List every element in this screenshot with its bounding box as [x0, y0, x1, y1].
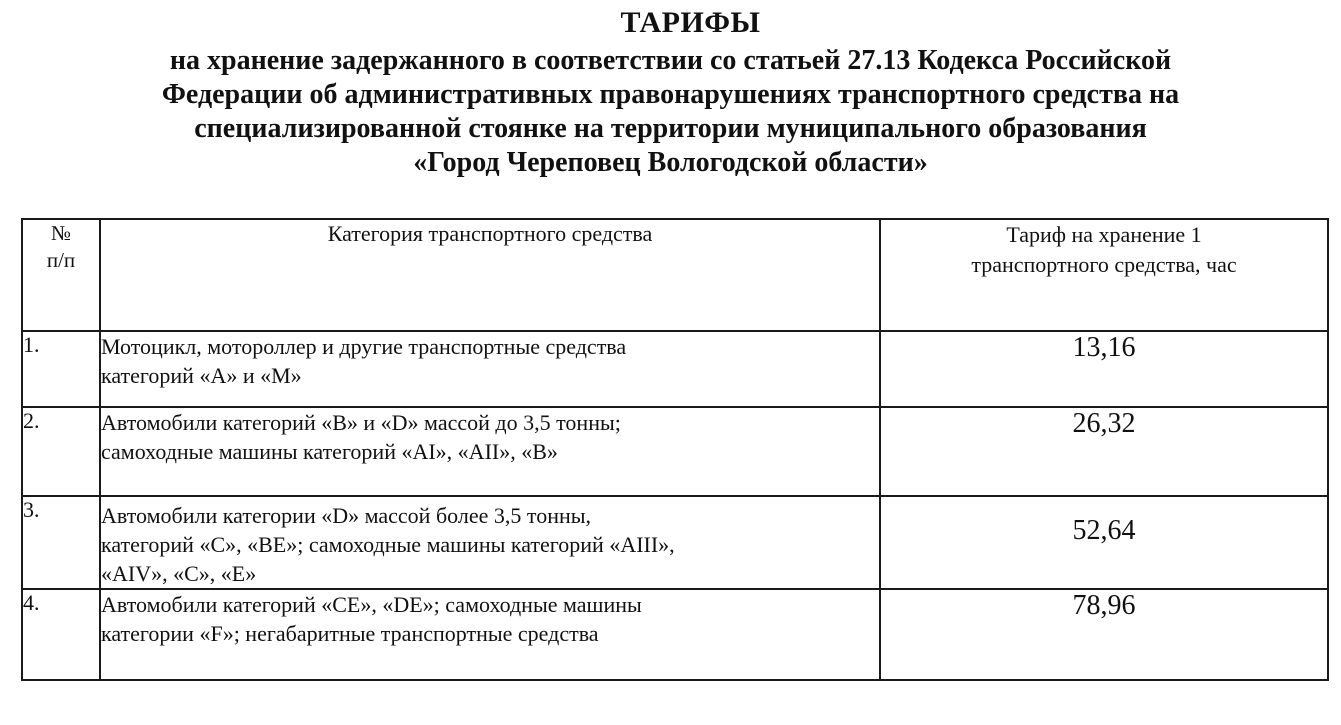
subtitle-line: на хранение задержанного в соответствии со статьей 27.13 Кодекса Российской	[169, 45, 1172, 76]
header-number: № п/п	[22, 219, 100, 331]
row-category: Автомобили категорий «СЕ», «DЕ»; самоходные машины категории «F»; негабаритные транспортные средства	[100, 589, 880, 680]
row-number: 1.	[22, 331, 100, 407]
table-header-row	[22, 219, 1328, 331]
header-tariff: Тариф на хранение 1 транспортного средства, час	[880, 219, 1328, 331]
document-title: ТАРИФЫ	[620, 6, 761, 39]
subtitle-line: специализированной стоянке на территории муниципального образования	[194, 113, 1147, 144]
subtitle-line: Федерации об административных правонарушениях транспортного средства на	[161, 79, 1180, 110]
row-number: 4.	[22, 589, 100, 680]
table-row	[22, 496, 1328, 589]
document-subtitle	[51, 44, 1291, 180]
row-tariff: 52,64	[880, 496, 1328, 589]
row-category: Мотоцикл, мотороллер и другие транспортные средства категорий «А» и «М»	[100, 331, 880, 407]
tariff-table	[21, 218, 1329, 681]
table-row	[22, 407, 1328, 496]
row-number: 2.	[22, 407, 100, 496]
row-tariff: 26,32	[880, 407, 1328, 496]
row-tariff: 13,16	[880, 331, 1328, 407]
row-tariff: 78,96	[880, 589, 1328, 680]
row-category: Автомобили категорий «В» и «D» массой до 3,5 тонны; самоходные машины категорий «АI», «АII», «В»	[100, 407, 880, 496]
header-category: Категория транспортного средства	[100, 219, 880, 331]
row-category: Автомобили категории «D» массой более 3,5 тонны, категорий «С», «ВЕ»; самоходные машины категорий «АIII», «АIV», «С», «Е»	[100, 496, 880, 589]
row-number: 3.	[22, 496, 100, 589]
title-block	[0, 6, 1341, 180]
subtitle-line: «Город Череповец Вологодской области»	[413, 147, 928, 178]
table-row	[22, 589, 1328, 680]
table-row	[22, 331, 1328, 407]
